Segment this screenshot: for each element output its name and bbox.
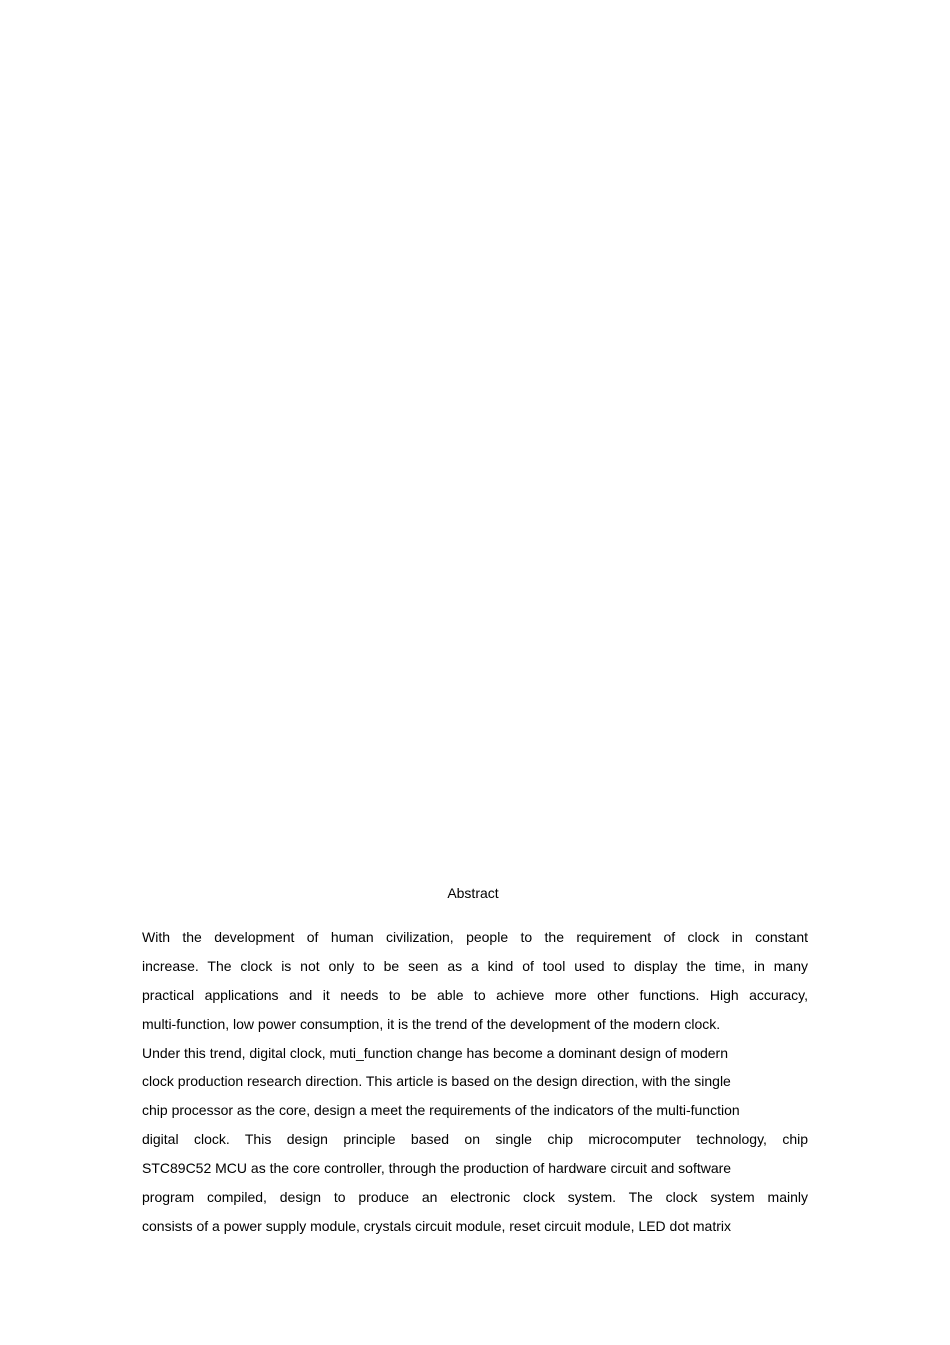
abstract-line: clock production research direction. This article is based on the design direction, with the single: [142, 1073, 731, 1090]
abstract-body: [142, 927, 808, 1245]
abstract-line: digital clock. This design principle based on single chip microcomputer technology, chip: [142, 1131, 808, 1148]
abstract-line: multi-function, low power consumption, it is the trend of the development of the modern clock.: [142, 1015, 721, 1032]
abstract-line: chip processor as the core, design a meet the requirements of the indicators of the multi-function: [142, 1102, 740, 1119]
abstract-line: increase. The clock is not only to be seen as a kind of tool used to display the time, in many: [142, 957, 808, 974]
abstract-line: consists of a power supply module, crystals circuit module, reset circuit module, LED dot matrix: [142, 1217, 732, 1234]
abstract-line: program compiled, design to produce an electronic clock system. The clock system mainly: [142, 1189, 808, 1206]
abstract-line: Under this trend, digital clock, muti_function change has become a dominant design of modern: [142, 1044, 729, 1061]
abstract-line: practical applications and it needs to be able to achieve more other functions. High accuracy,: [142, 986, 808, 1003]
abstract-heading: Abstract: [447, 885, 499, 901]
abstract-line: With the development of human civilization, people to the requirement of clock in constant: [142, 929, 808, 945]
abstract-line: STC89C52 MCU as the core controller, through the production of hardware circuit and software: [142, 1160, 732, 1177]
